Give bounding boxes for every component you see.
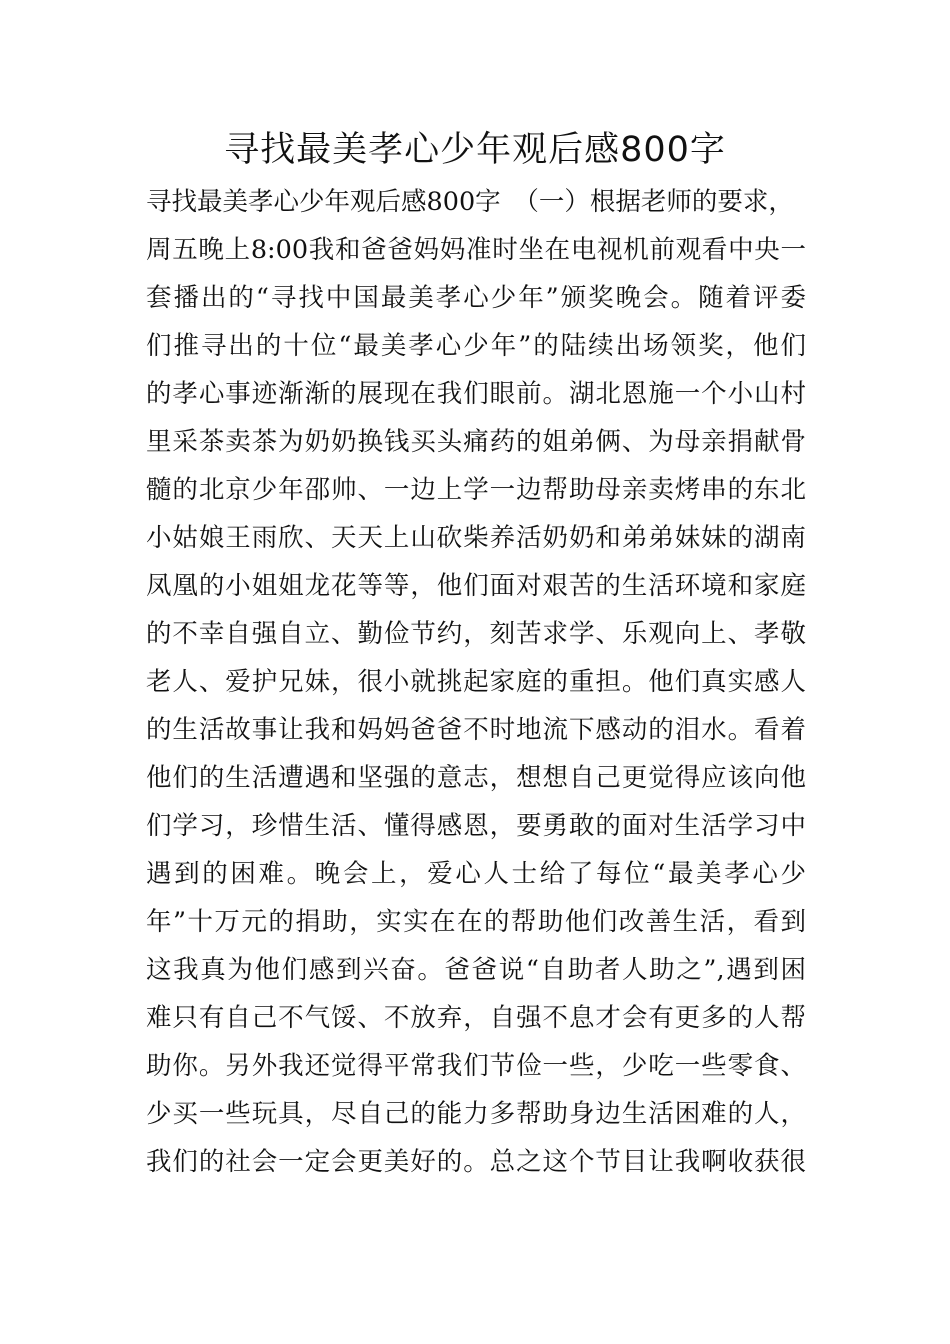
- body-line: 髓的北京少年邵帅、一边上学一边帮助母亲卖烤串的东北: [146, 475, 806, 505]
- body-line: 里采茶卖茶为奶奶换钱买头痛药的姐弟俩、为母亲捐献骨: [146, 427, 806, 457]
- body-line: 周五晚上8:00我和爸爸妈妈准时坐在电视机前观看中央一: [146, 235, 806, 265]
- body-line: 小姑娘王雨欣、天天上山砍柴养活奶奶和弟弟妹妹的湖南: [146, 523, 806, 553]
- body-line: 助你。另外我还觉得平常我们节俭一些，少吃一些零食、: [146, 1051, 806, 1081]
- body-line: 这我真为他们感到兴奋。爸爸说“自助者人助之”,遇到困: [146, 955, 806, 985]
- body-line: 们学习，珍惜生活、懂得感恩，要勇敢的面对生活学习中: [146, 811, 806, 841]
- body-line: 少买一些玩具，尽自己的能力多帮助身边生活困难的人，: [146, 1099, 806, 1129]
- body-line: 他们的生活遭遇和坚强的意志，想想自己更觉得应该向他: [146, 763, 806, 793]
- body-line: 老人、爱护兄妹，很小就挑起家庭的重担。他们真实感人: [146, 667, 806, 697]
- body-line: 的不幸自强自立、勤俭节约，刻苦求学、乐观向上、孝敬: [146, 619, 806, 649]
- body-line: 们推寻出的十位“最美孝心少年”的陆续出场领奖，他们: [146, 331, 806, 361]
- body-line: 难只有自己不气馁、不放弃，自强不息才会有更多的人帮: [146, 1003, 806, 1033]
- body-line: 寻找最美孝心少年观后感800字 （一）根据老师的要求，: [146, 187, 794, 217]
- body-line: 我们的社会一定会更美好的。总之这个节目让我啊收获很: [146, 1147, 806, 1177]
- document-body: [146, 178, 806, 1186]
- document-title: 寻找最美孝心少年观后感800字: [224, 130, 726, 170]
- body-line: 凤凰的小姐姐龙花等等，他们面对艰苦的生活环境和家庭: [146, 571, 806, 601]
- body-line: 套播出的“寻找中国最美孝心少年”颁奖晚会。随着评委: [146, 283, 806, 313]
- body-line: 年”十万元的捐助，实实在在的帮助他们改善生活，看到: [146, 907, 806, 937]
- body-line: 遇到的困难。晚会上，爱心人士给了每位“最美孝心少: [146, 859, 806, 889]
- body-line: 的孝心事迹渐渐的展现在我们眼前。湖北恩施一个小山村: [146, 379, 806, 409]
- body-line: 的生活故事让我和妈妈爸爸不时地流下感动的泪水。看着: [146, 715, 806, 745]
